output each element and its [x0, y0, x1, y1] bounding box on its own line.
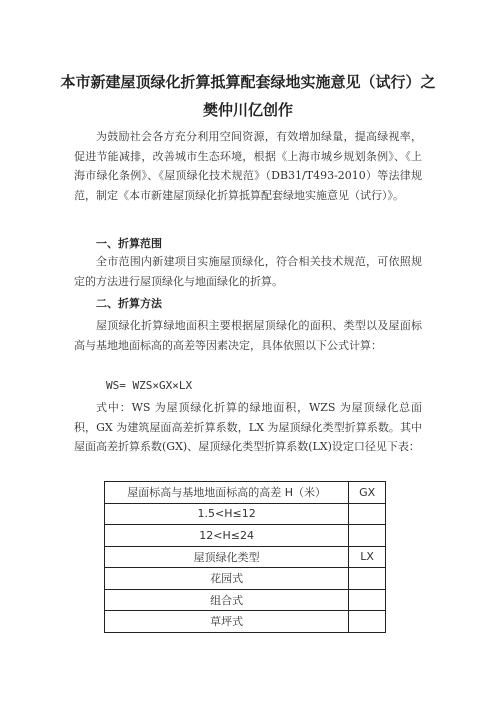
table-row — [105, 525, 386, 547]
intro-paragraph: 为鼓励社会各方充分利用空间资源，有效增加绿量，提高绿视率，促进节能减排，改善城市生态环境，根据《上海市城乡规划条例》、《上海市绿化条例》、《屋顶绿化技术规范》（DB31/T493-2010）等法律规范，制定《本市新建屋顶绿化折算抵算配套绿地实施意见（试行）》。 — [74, 130, 422, 202]
formula-explanation: 式中：WS 为屋顶绿化折算的绿地面积，WZS 为屋顶绿化总面积，GX 为建筑屋面高差折算系数，LX 为屋顶绿化类型折算系数。其中屋面高差折算系数(GX)、屋顶绿化类型折算系数(LX)设定口径见下表： — [74, 401, 422, 454]
coefficient-table — [104, 481, 386, 633]
table-cell-value — [349, 611, 386, 633]
table-cell-label: 组合式 — [105, 589, 349, 611]
section1-body: 全市范围内新建项目实施屋顶绿化，符合相关技术规范，可依照规定的方法进行屋顶绿化与地面绿化的折算。 — [74, 255, 422, 288]
table-cell-value: GX — [349, 482, 386, 504]
table-cell-label: 12<H≤24 — [105, 525, 349, 547]
table-cell-label: 草坪式 — [105, 611, 349, 633]
table-row — [105, 546, 386, 568]
table-cell-label: 屋顶绿化类型 — [105, 546, 349, 568]
table-cell-label: 花园式 — [105, 568, 349, 590]
table-cell-value — [349, 525, 386, 547]
section2-heading: 二、折算方法 — [96, 297, 162, 310]
table-row — [105, 568, 386, 590]
table-cell-value — [349, 503, 386, 525]
table-cell-value — [349, 568, 386, 590]
table-row — [105, 482, 386, 504]
section2-body: 屋顶绿化折算绿地面积主要根据屋顶绿化的面积、类型以及屋面标高与基地地面标高的高差等因素决定，具体依照以下公式计算： — [74, 319, 422, 352]
table-cell-value: LX — [349, 546, 386, 568]
table-cell-label: 1.5<H≤12 — [105, 503, 349, 525]
table-row — [105, 589, 386, 611]
table-cell-value — [349, 589, 386, 611]
section1-heading: 一、折算范围 — [96, 237, 162, 250]
table-row — [105, 611, 386, 633]
formula: WS= WZS×GX×LX — [106, 379, 193, 392]
table-cell-label: 屋面标高与基地地面标高的高差 H（米） — [105, 482, 349, 504]
document-title: 本市新建屋顶绿化折算抵算配套绿地实施意见（试行）之樊仲川亿创作 — [60, 73, 436, 119]
table-row — [105, 503, 386, 525]
